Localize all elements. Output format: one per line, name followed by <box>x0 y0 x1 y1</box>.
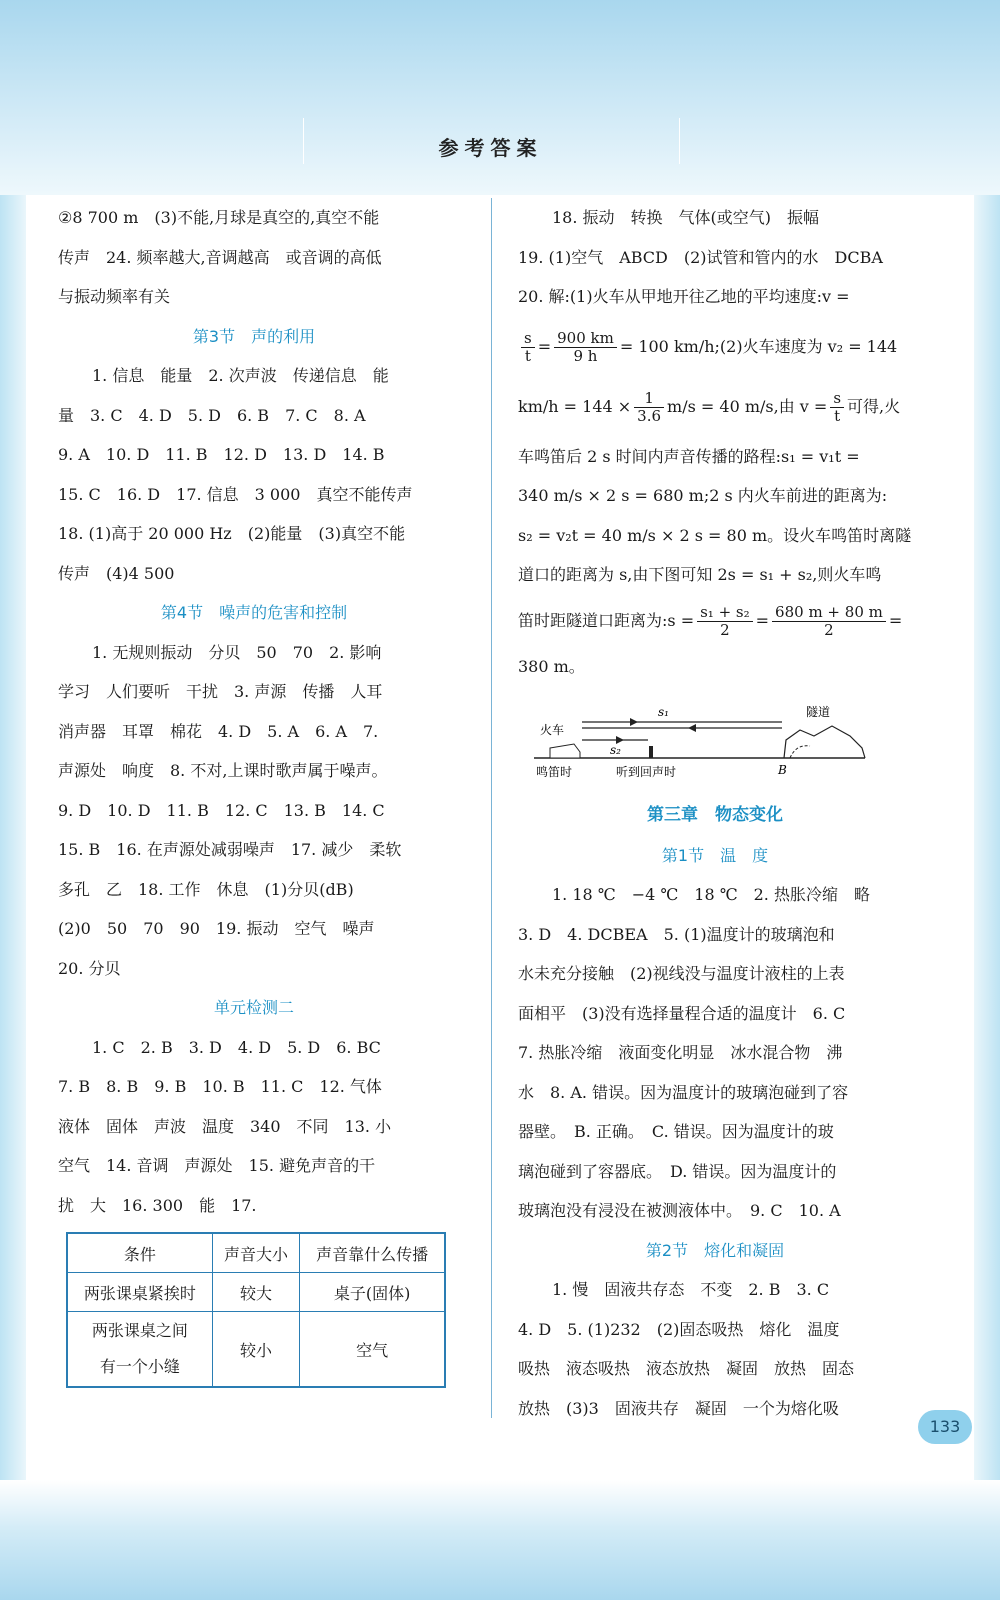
text-line: 吸热 液态吸热 液态放热 凝固 放热 固态 <box>518 1359 855 1378</box>
table-header-cell: 声音靠什么传播 <box>300 1233 445 1273</box>
right-column <box>518 198 912 1428</box>
honk-label: 鸣笛时 <box>536 765 573 779</box>
fraction: $\frac{s}{t}$ <box>521 330 535 365</box>
section-heading-2: 第2节 熔化和凝固 <box>645 1240 785 1260</box>
text-line: 3. D 4. DCBEA 5. (1)温度计的玻璃泡和 <box>518 924 835 944</box>
text-line: 1. 无规则振动 分贝 50 70 2. 影响 <box>92 642 382 662</box>
text-line: 空气 14. 音调 声源处 15. 避免声音的干 <box>58 1156 376 1175</box>
text-line: 多孔 乙 18. 工作 休息 (1)分贝(dB) <box>58 879 354 899</box>
s2-label: s₂ <box>610 743 621 757</box>
column-divider <box>491 198 492 1418</box>
text-line: 1. 18 ℃ −4 ℃ 18 ℃ 2. 热胀冷缩 略 <box>552 885 870 904</box>
text-line: 道口的距离为 s,由下图可知 2s = s₁ + s₂,则火车鸣 <box>518 565 882 584</box>
text-line: 18. 振动 转换 气体(或空气) 振幅 <box>552 208 820 227</box>
page-number: 133 <box>918 1410 972 1444</box>
table-header-row <box>67 1233 445 1273</box>
section-heading-unit: 单元检测二 <box>213 998 294 1017</box>
fraction: $\frac{\text{s₁ + s₂}}{2}$ <box>697 604 753 639</box>
page-title: 参考答案 <box>438 136 543 160</box>
text-line: 声源处 响度 8. 不对,上课时歌声属于噪声。 <box>58 761 388 780</box>
fraction: $\frac{1}{3.6}$ <box>634 390 664 425</box>
text-line: 9. A 10. D 11. B 12. D 13. D 14. B <box>58 445 385 464</box>
arrow-left-icon <box>688 724 696 732</box>
section-heading-4: 第4节 噪声的危害和控制 <box>160 603 348 622</box>
text-line: 18. (1)高于 20 000 Hz (2)能量 (3)真空不能 <box>58 524 406 543</box>
footer-background <box>0 1480 1000 1600</box>
text-line: 1. 信息 能量 2. 次声波 传递信息 能 <box>92 366 389 385</box>
text-line: 水 8. A. 错误。因为温度计的玻璃泡碰到了容 <box>518 1082 849 1102</box>
text-line: 20. 解:(1)火车从甲地开往乙地的平均速度:v = <box>518 287 850 306</box>
mountain-icon <box>784 726 865 758</box>
fraction: $\frac{s}{t}$ <box>830 390 844 425</box>
table-row <box>67 1312 445 1388</box>
text-line: 消声器 耳罩 棉花 4. D 5. A 6. A 7. <box>58 721 379 741</box>
text-line: 7. 热胀冷缩 液面变化明显 冰水混合物 沸 <box>518 1043 843 1062</box>
text-line: 19. (1)空气 ABCD (2)试管和管内的水 DCBA <box>518 247 883 267</box>
table-cell: 空气 <box>300 1312 445 1388</box>
text-line: 车鸣笛后 2 s 时间内声音传播的路程:s₁ = v₁t = <box>518 446 860 466</box>
fraction: $\frac{680 m + 80 m}{2}$ <box>772 604 886 639</box>
formula-line: $\frac{s}{t}$ = $\frac{900 km}{9 h}$ = 100 km/h;(2)火车速度为 v₂ = 144 <box>518 317 912 377</box>
text-line: 液体 固体 声波 温度 340 不同 13. 小 <box>58 1116 392 1136</box>
table-cell <box>67 1312 212 1388</box>
train-icon <box>550 744 580 758</box>
text-line: 340 m/s × 2 s = 680 m;2 s 内火车前进的距离为: <box>518 486 888 505</box>
text-line: 玻璃泡没有浸没在被测液体中。 9. C 10. A <box>518 1201 841 1220</box>
text-line: 4. D 5. (1)232 (2)固态吸热 熔化 温度 <box>518 1319 840 1339</box>
arrow-right-icon <box>630 718 638 726</box>
section-heading-1: 第1节 温 度 <box>661 845 769 865</box>
text-line: 与振动频率有关 <box>58 287 171 306</box>
text-line: 传声 (4)4 500 <box>58 563 175 583</box>
text-line: 7. B 8. B 9. B 10. B 11. C 12. 气体 <box>58 1077 382 1096</box>
table-cell: 较小 <box>212 1312 299 1388</box>
text-line: 15. B 16. 在声源处减弱噪声 17. 减少 柔软 <box>58 840 402 859</box>
text-line: 器壁。 B. 正确。 C. 错误。因为温度计的玻 <box>518 1122 834 1141</box>
left-margin-background <box>0 195 26 1495</box>
tunnel-icon <box>790 746 810 758</box>
chapter-heading: 第三章 物态变化 <box>647 805 783 825</box>
answer-table <box>66 1232 446 1388</box>
tunnel-label: 隧道 <box>806 705 831 719</box>
formula-line: 笛时距隧道口距离为:s = $\frac{\text{s₁ + s₂}}{2}$ = $\frac{680 m + 80 m}{2}$ = <box>518 602 903 639</box>
text-line: 380 m。 <box>518 656 585 676</box>
formula-line: km/h = 144 × $\frac{1}{3.6}$ m/s = 40 m/s,由 v = $\frac{s}{t}$ 可得,火 <box>518 388 901 425</box>
train-label: 火车 <box>540 723 565 737</box>
text-line: 水未充分接触 (2)视线没与温度计液柱的上表 <box>518 964 845 983</box>
fraction: $\frac{900 km}{9 h}$ <box>554 330 617 365</box>
text-line: ②8 700 m (3)不能,月球是真空的,真空不能 <box>58 208 380 227</box>
text-line: 面相平 (3)没有选择量程合适的温度计 6. C <box>518 1003 846 1023</box>
table-row <box>67 1273 445 1312</box>
table-header-cell: 条件 <box>67 1233 212 1273</box>
table-cell: 桌子(固体) <box>300 1273 445 1312</box>
right-margin-background <box>974 195 1000 1495</box>
text-line: s₂ = v₂t = 40 m/s × 2 s = 80 m。设火车鸣笛时离隧 <box>518 525 912 545</box>
table-cell: 较大 <box>212 1273 299 1312</box>
echo-position-marker <box>649 746 653 758</box>
left-column <box>58 198 450 1225</box>
text-line: 1. 慢 固液共存态 不变 2. B 3. C <box>552 1280 830 1299</box>
section-heading-3: 第3节 声的利用 <box>192 326 316 346</box>
text-line: 扰 大 16. 300 能 17. <box>58 1195 257 1215</box>
header-background <box>0 0 1000 195</box>
text-line: 放热 (3)3 固液共存 凝固 一个为熔化吸 <box>518 1398 839 1418</box>
text-line: 20. 分贝 <box>58 958 121 978</box>
text-line: 1. C 2. B 3. D 4. D 5. D 6. BC <box>92 1037 381 1057</box>
text-line: 15. C 16. D 17. 信息 3 000 真空不能传声 <box>58 484 413 504</box>
point-b-label: B <box>778 763 787 777</box>
echo-diagram <box>520 702 880 784</box>
table-cell-line: 有一个小缝 <box>99 1357 180 1376</box>
text-line: (2)0 50 70 90 19. 振动 空气 噪声 <box>58 919 375 938</box>
table-cell: 两张课桌紧挨时 <box>67 1273 212 1312</box>
text-line: 传声 24. 频率越大,音调越高 或音调的高低 <box>58 247 382 267</box>
text-line: 璃泡碰到了容器底。 D. 错误。因为温度计的 <box>518 1161 837 1181</box>
echo-label: 听到回声时 <box>616 765 677 779</box>
table-header-cell: 声音大小 <box>212 1233 299 1273</box>
table-cell-line: 两张课桌之间 <box>91 1321 188 1340</box>
text-line: 9. D 10. D 11. B 12. C 13. B 14. C <box>58 800 385 820</box>
text-line: 学习 人们要听 干扰 3. 声源 传播 人耳 <box>58 682 383 701</box>
s1-label: s₁ <box>658 705 669 719</box>
text-line: 量 3. C 4. D 5. D 6. B 7. C 8. A <box>58 405 366 425</box>
